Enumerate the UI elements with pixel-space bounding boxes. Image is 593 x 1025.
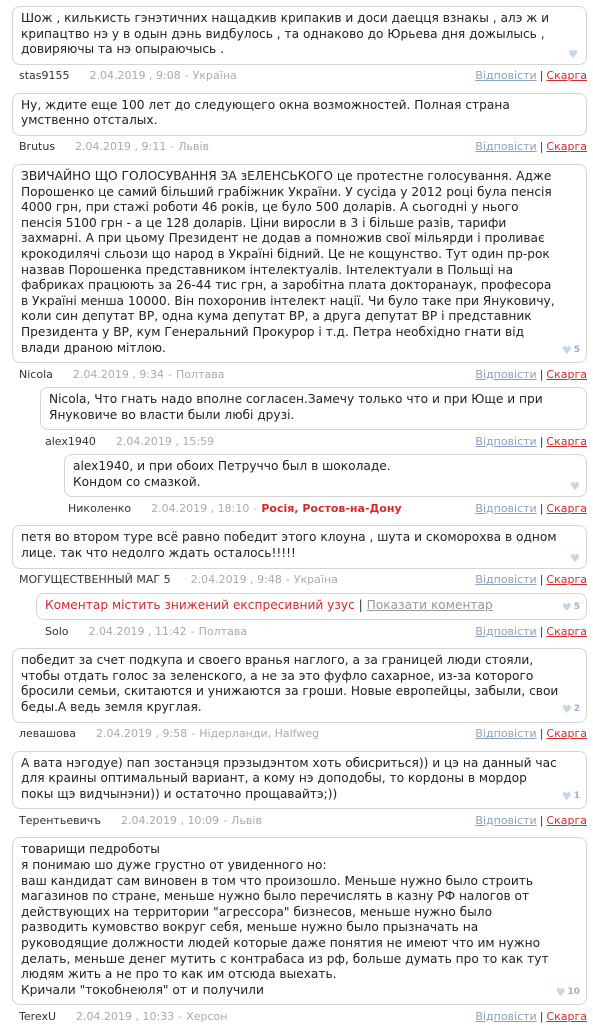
comment-author[interactable]: stas9155: [19, 69, 70, 83]
comment-author[interactable]: левашова: [19, 727, 77, 741]
comment-author[interactable]: Brutus: [19, 140, 56, 154]
comment-date: 2.04.2019 , 10:09: [121, 813, 220, 827]
complain-link[interactable]: Скарга: [546, 624, 587, 638]
comment-author[interactable]: МОГУЩЕСТВЕННЫЙ МАГ 5: [19, 573, 171, 587]
comment-text: победит за счет подкупа и своего вранья наглого, а за границей люди стояли, чтобы отдать голос за зеленского, а не за это фуфло сахарное, из-за которого бросили семьи, скитаются и унижаются за гроши. Новые европейцы, забыли, свои беды.А ведь земля круглая.: [21, 653, 559, 715]
heart-icon: ♥: [561, 600, 572, 614]
reply-link[interactable]: Відповісти: [475, 624, 537, 638]
comment-item: победит за счет подкупа и своего вранья наглого, а за границей люди стояли, чтобы отдать голос за зеленского, а не за это фуфло сахарное, из-за которого бросили семьи, скитаются и унижаются за гроши. Новые европейцы, забыли, свои беды.А ведь земля круглая. ♥ 2 левашова 2.04.2019 , 9:58 - Нідерланди, Halfweg Відповісти | Скарга: [0, 648, 587, 742]
comment-text: товарищи педроботы я понимаю шо дуже грустно от увиденного но: ваш кандидат сам виновен в том что произошло. Меньше нужно было строить магазинов по стране, меньше нужно было перечислять в казну РФ налогов от действующих на территории "агрессора" бизнесов, меньше нужно было разводить кумовство вокруг себя, меньше нужно было прызначать на руководящие должности людей которые даже понятия не имеют что им нужно делать, меньше денег мутить с контрабаса из рф, больше думать про то как тут людям жить а не про то как им отсюда выехать. Кричали "токобнеюля" от и получили: [21, 842, 549, 997]
comment-author[interactable]: Николенко: [68, 501, 132, 515]
comment-date: 2.04.2019 , 15:59: [115, 434, 215, 448]
comment-bubble: [12, 751, 587, 810]
comment-author[interactable]: alex1940: [45, 434, 96, 448]
heart-icon: ♥: [561, 343, 572, 357]
comment-text: Nicola, Что гнать надо вполне согласен.Замечу только что и при Юще и при Януковиче во власти были любі друзі.: [49, 392, 543, 422]
comment-author[interactable]: Терентьевичъ: [19, 813, 101, 827]
like-count: 5: [573, 344, 580, 355]
comment-bubble: [12, 164, 587, 363]
comment-author[interactable]: TerexU: [19, 1009, 57, 1023]
like-button[interactable]: [570, 481, 580, 492]
comment-text: Шож , килькисть гэнэтичних нащадкив крипакив и доси даецця взнакы , алэ ж и крипацтво нэ у в одын дэнь видбулось , та однаково до Юрьева дня дожылысь , довиряючы та нэ опыраючысь .: [21, 11, 550, 57]
comment-date: 2.04.2019 , 10:33: [76, 1009, 175, 1023]
reply-link[interactable]: Відповісти: [475, 1009, 537, 1023]
reply-link[interactable]: Відповісти: [475, 813, 537, 827]
comment-bubble: [12, 6, 587, 65]
comment-bubble: [12, 648, 587, 722]
comment-date: 2.04.2019 , 9:11: [75, 140, 167, 154]
comment-item: alex1940, и при обоих Петруччо был в шоколаде. Кондом со смазкой. ♥ Николенко 2.04.2019 , 18:10 - Росія, Ростов-на-Дону Відповісти | Скарга: [0, 454, 587, 517]
like-button[interactable]: [568, 49, 580, 60]
complain-link[interactable]: Скарга: [546, 69, 587, 83]
complain-link[interactable]: Скарга: [546, 1009, 587, 1023]
comment-item: Nicola, Что гнать надо вполне согласен.Замечу только что и при Юще и при Януковиче во власти были любі друзі. alex1940 2.04.2019 , 15:59 Відповісти | Скарга: [0, 387, 587, 450]
comment-date: 2.04.2019 , 9:08: [89, 69, 181, 83]
comment-text: петя во втором туре всё равно победит этого клоуна , шута и скоморохва в одном лице. так что недолго ждать осталось!!!!!: [21, 530, 557, 561]
comment-item: товарищи педроботы я понимаю шо дуже грустно от увиденного но: ваш кандидат сам виновен в том что произошло. Меньше нужно было строить магазинов по стране, меньше нужно было перечислять в казну РФ налогов от действующих на территории "агрессора" бизнесов, меньше нужно было разводить кумовство вокруг себя, меньше нужно было прызначать на руководящие должности людей которые даже понятия не имеют что им нужно делать, меньше денег мутить с контрабаса из рф, больше думать про то как тут людям жить а не про то как им отсюда выехать. Кричали "токобнеюля" от и получили ♥ 10 TerexU 2.04.2019 , 10:33 - Херсон Відповісти | Скарга: [0, 837, 587, 1025]
heart-icon: ♥: [570, 480, 580, 494]
comment-date: 2.04.2019 , 9:48: [190, 573, 282, 587]
complain-link[interactable]: Скарга: [546, 813, 587, 827]
comment-location: Полтава: [198, 624, 248, 638]
comment-location: Росія, Ростов-на-Дону: [261, 501, 402, 515]
like-button[interactable]: [562, 343, 580, 359]
like-button[interactable]: [562, 600, 580, 616]
like-count: 1: [573, 790, 580, 801]
comment-location: Херсон: [186, 1009, 228, 1023]
comment-bubble: Коментар містить знижений експресивний узус | Показати коментар ♥ 5: [36, 593, 587, 621]
like-button[interactable]: [562, 702, 580, 718]
like-count: 10: [567, 986, 580, 997]
reply-link[interactable]: Відповісти: [475, 501, 537, 515]
comment-bubble: [12, 525, 587, 568]
comment-date: 2.04.2019 , 18:10: [151, 501, 250, 515]
comment-item: петя во втором туре всё равно победит этого клоуна , шута и скоморохва в одном лице. так что недолго ждать осталось!!!!! ♥ МОГУЩЕСТВЕННЫЙ МАГ 5 2.04.2019 , 9:48 - Україна Відповісти | Скарга: [0, 525, 587, 588]
comment-location: Полтава: [176, 367, 225, 381]
complain-link[interactable]: Скарга: [546, 434, 587, 448]
complain-link[interactable]: Скарга: [546, 367, 587, 381]
like-button[interactable]: [562, 789, 580, 805]
comment-item: Ну, ждите еще 100 лет до следующего окна возможностей. Полная страна умственно отсталых. Brutus 2.04.2019 , 9:11 - Львів Відповісти | Скарга: [0, 93, 587, 156]
comment-date: 2.04.2019 , 9:34: [72, 367, 165, 381]
complain-link[interactable]: Скарга: [546, 501, 587, 515]
reply-link[interactable]: Відповісти: [475, 140, 537, 154]
heart-icon: ♥: [561, 790, 572, 804]
hidden-comment-note: Коментар містить знижений експресивний узус: [45, 597, 355, 612]
heart-icon: ♥: [555, 986, 566, 1000]
like-count: 5: [573, 601, 580, 612]
comment-location: Нідерланди, Halfweg: [199, 727, 320, 741]
comment-author[interactable]: Nicola: [19, 367, 53, 381]
complain-link[interactable]: Скарга: [546, 573, 587, 587]
comment-item: А вата нэгодуе) пап зостанэця прэзыдэнтом хоть обисриться)) и цэ на данный час для краины оптимальный вариант, а кому нэ доподобы, то кордоны в мордор покы щэ видчынэни)) и остаточно прощавайтэ;)) ♥ 1 Терентьевичъ 2.04.2019 , 10:09 - Львів Відповісти | Скарга: [0, 751, 587, 830]
comment-text: А вата нэгодуе) пап зостанэця прэзыдэнтом хоть обисриться)) и цэ на данный час для краины оптимальный вариант, а кому нэ доподобы, то кордоны в мордор покы щэ видчынэни)) и остаточно прощавайтэ;)): [21, 755, 557, 801]
show-comment-link[interactable]: Показати коментар: [366, 597, 493, 612]
comment-text: ЗВИЧАЙНО ЩО ГОЛОСУВАННЯ ЗА зЕЛЕНСЬКОГО це протестне голосування. Адже Порошенко це самий більший грабіжник України. У сусіда у 2012 році була пенсія 4000 грн, при стажі роботи 46 років, це було 500 доларів. А сьогодні у нього пенсія 5100 грн - а це 128 доларів. Ціни виросли в 3 і більше разів, тарифи захмарні. А при цьому Президент не додав а помножив свої мільярди і проливає крокодилячі сльози що народ в Україні бідний. Це не кощунство. Тут один пр-рок назвав Порошенка представником інтелектуалів. Інтелектуали в Польщі на фабриках працюють за 26-44 тис грн, а заробітна плата докторанаук, професора в Україні менша 10000. Він похоронив інтелект нації. Чи було таке при Януковичу, коли син депутат ВР, одна кума депутат ВР, а друга депутат ВР і представник Президента у ВР, кум Генеральний Прокурор і т.д. Петра необхідно гнати від влади драною мітлою.: [21, 168, 555, 355]
comment-location: Україна: [192, 69, 237, 83]
like-count: 2: [573, 704, 580, 715]
comment-item: ЗВИЧАЙНО ЩО ГОЛОСУВАННЯ ЗА зЕЛЕНСЬКОГО це протестне голосування. Адже Порошенко це самий більший грабіжник України. У сусіда у 2012 році була пенсія 4000 грн, при стажі роботи 46 років, це було 500 доларів. А сьогодні у нього пенсія 5100 грн - а це 128 доларів. Ціни виросли в 3 і більше разів, тарифи захмарні. А при цьому Президент не додав а помножив свої мільярди і проливає крокодилячі сльози що народ в Україні бідний. Це не кощунство. Тут один пр-рок назвав Порошенка представником інтелектуалів. Інтелектуали в Польщі на фабриках працюють за 26-44 тис грн, а заробітна плата докторанаук, професора в Україні менша 10000. Він похоронив інтелект нації. Чи було таке при Януковичу, коли син депутат ВР, одна кума депутат ВР, а друга депутат ВР і представник Президента у ВР, кум Генеральний Прокурор і т.д. Петра необхідно гнати від влади драною мітлою. ♥ 5 Nicola 2.04.2019 , 9:34 - Полтава Відповісти | Скарга: [0, 164, 587, 383]
reply-link[interactable]: Відповісти: [475, 367, 537, 381]
comment-item: Коментар містить знижений експресивний узус | Показати коментар ♥ 5 Solo 2.04.2019 , 11:42 - Полтава Відповісти | Скарга: [0, 593, 587, 641]
reply-link[interactable]: Відповісти: [475, 434, 537, 448]
heart-icon: ♥: [570, 551, 580, 565]
reply-link[interactable]: Відповісти: [475, 727, 537, 741]
like-button[interactable]: [556, 985, 580, 1001]
reply-link[interactable]: Відповісти: [475, 573, 537, 587]
comment-location: Львів: [178, 140, 210, 154]
reply-link[interactable]: Відповісти: [475, 69, 537, 83]
comment-location: Україна: [293, 573, 338, 587]
comment-bubble: [40, 387, 587, 430]
comment-date: 2.04.2019 , 9:58: [96, 727, 188, 741]
comment-date: 2.04.2019 , 11:42: [88, 624, 187, 638]
like-button[interactable]: [570, 553, 580, 564]
comment-bubble: [64, 454, 587, 497]
comment-bubble: [12, 837, 587, 1005]
comment-text: alex1940, и при обоих Петруччо был в шоколаде. Кондом со смазкой.: [73, 459, 391, 489]
comment-author[interactable]: Solo: [45, 624, 69, 638]
comment-bubble: [12, 93, 587, 136]
complain-link[interactable]: Скарга: [546, 727, 587, 741]
comment-item: Шож , килькисть гэнэтичних нащадкив крипакив и доси даецця взнакы , алэ ж и крипацтво нэ у в одын дэнь видбулось , та однаково до Юрьева дня дожылысь , довиряючы та нэ опыраючысь . ♥ stas9155 2.04.2019 , 9:08 - Україна Відповісти | Скарга: [0, 6, 587, 85]
heart-icon: ♥: [568, 47, 578, 61]
heart-icon: ♥: [561, 703, 572, 717]
comment-location: Львів: [231, 813, 262, 827]
comment-text: Ну, ждите еще 100 лет до следующего окна возможностей. Полная страна умственно отсталых.: [21, 97, 510, 128]
complain-link[interactable]: Скарга: [546, 140, 587, 154]
